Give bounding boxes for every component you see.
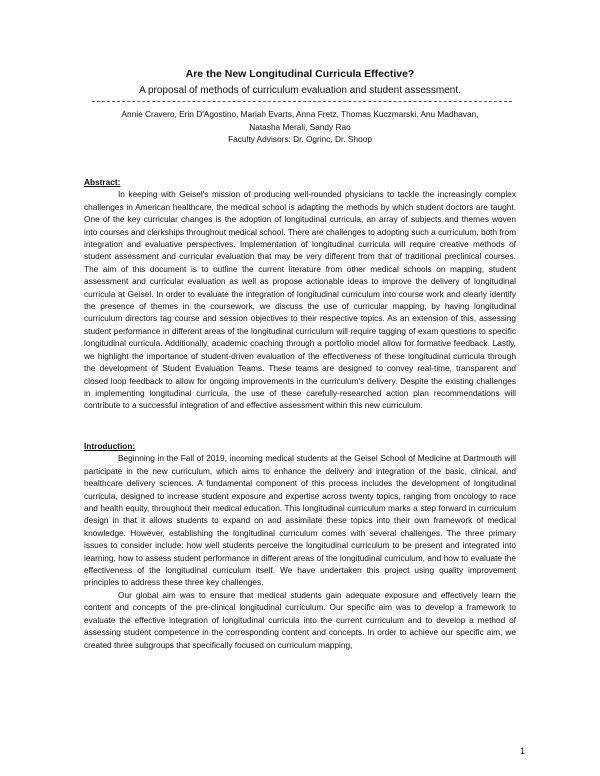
introduction-paragraph-2: Our global aim was to ensure that medical students gain adequate exposure and effectively learn the content and concepts of the pre-clinical longitudinal curriculum. Our specific aim was to develop a framework to evaluate the effective integration of longitudinal curricula into the current curriculum and to develop a method of assessing student competence in the corresponding content and concepts. In order to achieve our specific aim, we created three subgroups that specifically focused on curriculum mapping, <box>84 589 516 650</box>
paper-subtitle: A proposal of methods of curriculum evaluation and student assessment. <box>139 85 461 96</box>
faculty-advisors: Faculty Advisors: Dr. Ogrinc, Dr. Shoop <box>228 134 372 145</box>
introduction-heading: Introduction: <box>84 441 136 451</box>
introduction-section <box>84 440 516 651</box>
authors-line-1: Annie Cravero, Erin D'Agostino, Mariah Evarts, Anna Fretz, Thomas Kuczmarski, Anu Madhavan, <box>121 109 479 119</box>
paper-title: Are the New Longitudinal Curricula Effective? <box>185 68 415 80</box>
page-number: 1 <box>520 746 526 756</box>
dashed-divider <box>92 101 512 102</box>
introduction-paragraph-1: Beginning in the Fall of 2019, incoming medical students at the Geisel School of Medicine at Dartmouth will participate in the new curriculum, which aims to enhance the delivery and integration of the basic, clinical, and healthcare delivery sciences. A fundamental component of this process includes the development of longitudinal curricula, designed to increase student exposure and expertise across twenty topics, ranging from oncology to race and health equity, throughout their medical education. This longitudinal curriculum marks a step forward in curriculum design in that it allows students to expand on and assimilate these topics into their own framework of medical knowledge. However, establishing the longitudinal curriculum comes with several challenges. The three primary issues to consider include: how well students perceive the longitudinal curriculum to be present and integrated into learning, how to assess student performance in different areas of the longitudinal curriculum, and how to evaluate the effectiveness of the longitudinal curriculum itself. We have undertaken this project using quality improvement principles to address these three key challenges. <box>84 453 516 588</box>
author-block <box>70 108 530 146</box>
abstract-heading: Abstract: <box>84 177 121 187</box>
abstract-section <box>84 176 516 412</box>
authors-line-2: Natasha Merali, Sandy Rao <box>249 121 351 132</box>
abstract-paragraph: In keeping with Geisel's mission of producing well-rounded physicians to tackle the increasingly complex challenges in American healthcare, the medical school is adapting the methods by which student doctors are taught. One of the key curricular changes is the adoption of longitudinal curricula, an array of subjects and themes woven into courses and clerkships throughout medical school. There are challenges to adopting such a curriculum, both from integration and evaluative perspectives. Implementation of longitudinal curricula will require creative methods of student assessment and curricular evaluation that may be very different from that of traditional preclinical courses. The aim of this document is to outline the current literature from other medical schools on mapping, student assessment and curricular evaluation as well as propose actionable ideas to improve the delivery of longitudinal curricula at Geisel. In order to evaluate the integration of longitudinal curriculum into course work and clearly identify the presence of themes in the coursework, we discuss the use of curricular mapping, by having longitudinal curriculum directors tag course and session objectives to their respective topics. As an extension of this, assessing student performance in different areas of the longitudinal curriculum will require tagging of exam questions to specific longitudinal curricula. Additionally, academic coaching through a portfolio model allow for formative feedback. Lastly, we highlight the importance of student-driven evaluation of the effectiveness of these longitudinal curricula through the development of Student Evaluation Teams. These teams are designed to convey real-time, transparent and closed loop feedback to allow for ongoing improvements in the curriculum's delivery. Despite the existing challenges in implementing longitudinal curricula, the use of these carefully-researched action plan recommendations will contribute to a successful integration of and effective assessment within this new curriculum. <box>84 189 516 411</box>
